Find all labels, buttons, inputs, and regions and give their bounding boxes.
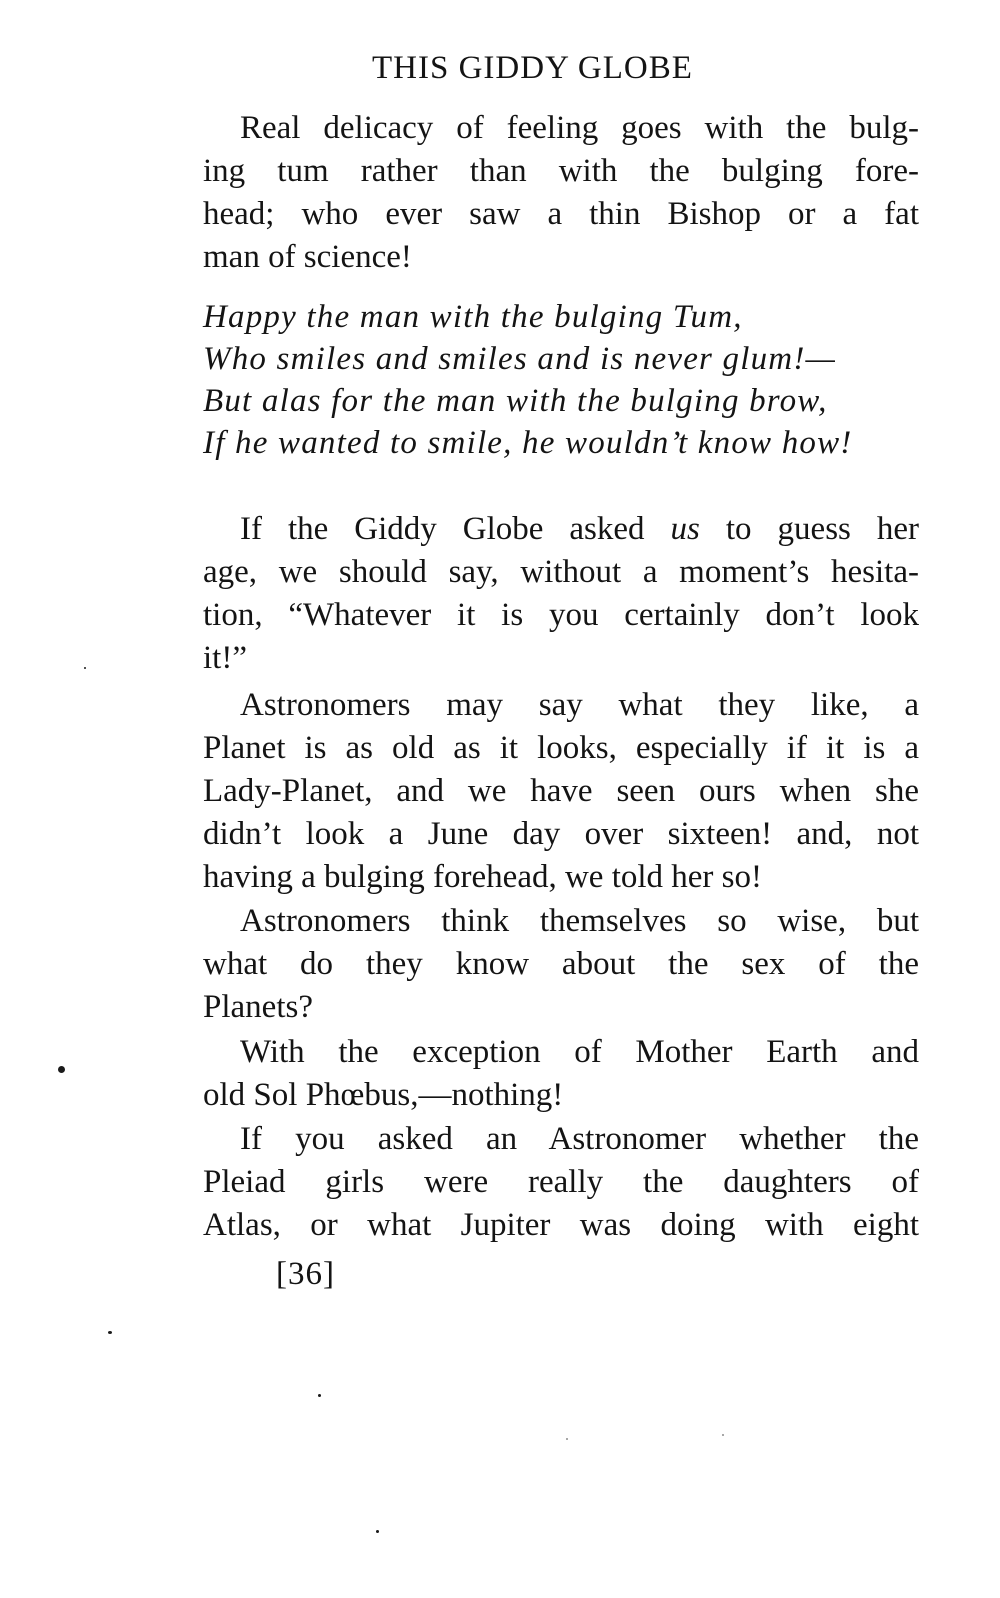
scan-speck: [376, 1530, 379, 1533]
text-line: Astronomers think themselves so wise, but: [240, 903, 919, 939]
text-run: to guess her: [699, 511, 920, 547]
scan-speck: [84, 667, 86, 669]
scan-speck: [58, 1066, 65, 1073]
text-line: old Sol Phœbus,—nothing!: [203, 1077, 564, 1113]
text-line: With the exception of Mother Earth and: [240, 1034, 919, 1070]
text-line: head; who ever saw a thin Bishop or a fat: [203, 196, 919, 232]
verse-line: But alas for the man with the bulging brow,: [203, 383, 828, 419]
text-line: having a bulging forehead, we told her so!: [203, 859, 763, 895]
text-line: If you asked an Astronomer whether the: [240, 1121, 919, 1157]
text-run: If the Giddy Globe asked: [240, 511, 671, 547]
text-line: Planets?: [203, 989, 313, 1025]
text-line: it!”: [203, 640, 247, 676]
text-line: man of science!: [203, 239, 412, 275]
text-line: Astronomers may say what they like, a: [240, 687, 919, 723]
verse-line: Who smiles and smiles and is never glum!—: [203, 341, 837, 377]
page-number: [36]: [276, 1256, 335, 1292]
scan-speck: [722, 1434, 724, 1436]
verse-line: Happy the man with the bulging Tum,: [203, 299, 743, 335]
text-line: ing tum rather than with the bulging fore-: [203, 153, 919, 189]
scan-speck: [566, 1438, 568, 1440]
text-line: Pleiad girls were really the daughters of: [203, 1164, 919, 1200]
running-head: THIS GIDDY GLOBE: [372, 50, 693, 86]
text-line: tion, “Whatever it is you certainly don’t look: [203, 597, 919, 633]
emphasis-us: us: [670, 511, 700, 547]
scan-speck: [108, 1331, 112, 1334]
text-line: age, we should say, without a moment’s hesita-: [203, 554, 919, 590]
text-line: Real delicacy of feeling goes with the bulg-: [240, 110, 919, 146]
text-line: didn’t look a June day over sixteen! and, not: [203, 816, 919, 852]
verse-line: If he wanted to smile, he wouldn’t know how!: [203, 425, 853, 461]
text-line: what do they know about the sex of the: [203, 946, 919, 982]
scan-speck: [318, 1394, 321, 1397]
text-line: Atlas, or what Jupiter was doing with eight: [203, 1207, 919, 1243]
text-line: Planet is as old as it looks, especially if it is a: [203, 730, 919, 766]
text-line: Lady-Planet, and we have seen ours when she: [203, 773, 919, 809]
text-line: [240, 509, 919, 549]
